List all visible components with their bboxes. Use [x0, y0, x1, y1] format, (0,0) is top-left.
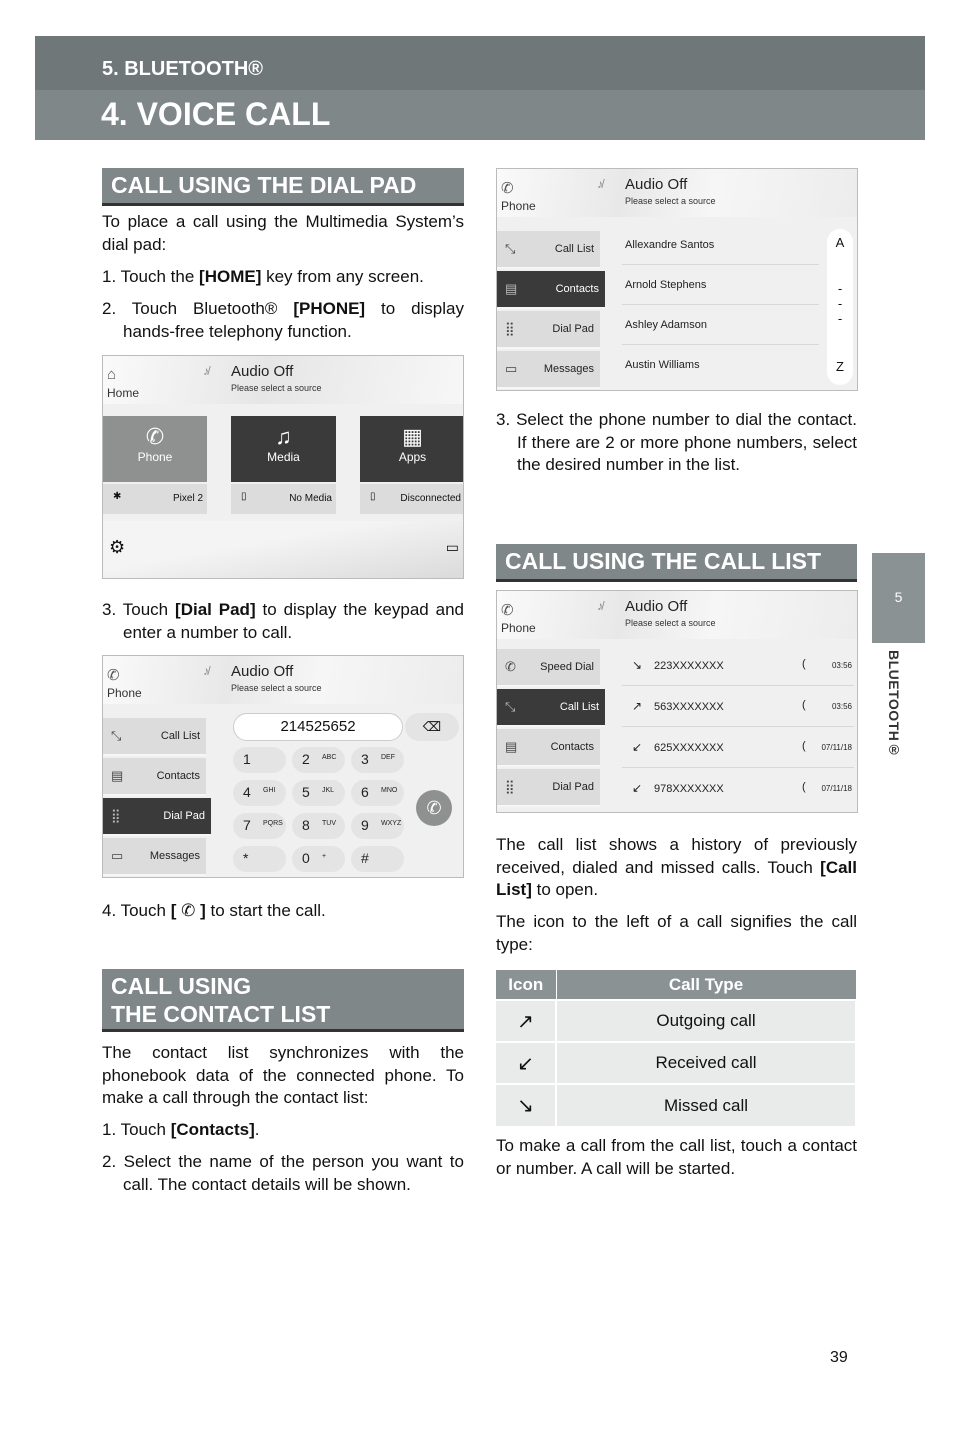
contact-row[interactable]: Arnold Stephens — [622, 265, 819, 305]
apps-status: ▯ Disconnected — [360, 484, 464, 514]
phone-bt-icon: ✆ — [501, 180, 514, 197]
received-call-icon: ↙ — [632, 740, 643, 754]
call-type-table — [496, 970, 857, 1126]
missed-call-icon: ↘ — [496, 1084, 556, 1126]
call-list-outro: To make a call from the call list, touch a contact or number. A call will be started. — [496, 1136, 857, 1178]
dialed-number-field[interactable]: 214525652 — [233, 713, 403, 741]
no-device-icon: ▯ — [241, 491, 247, 502]
call-button-icon[interactable]: ✆ — [416, 790, 452, 826]
home-screenshot: ⌂ Home ♪̸ Audio Off Please select a source ✆ Phone ♫ Media ▦ Apps ✱ Pixel 2 ▯ No Media ▯ Disconnected ⚙ ▭ — [102, 355, 464, 579]
call-list-desc: The call list shows a history of previously received, dialed and missed calls. Touch [Call List] to open. — [496, 835, 857, 899]
contact-row[interactable]: Ashley Adamson — [622, 305, 819, 345]
section-label: 5. BLUETOOTH® — [102, 58, 264, 80]
apps-tile[interactable]: ▦ Apps — [360, 416, 464, 482]
phone-handset-icon: ( — [802, 781, 806, 793]
phone-bt-icon: ✆ — [501, 602, 514, 619]
call-row[interactable]: ↗ 563XXXXXXX ( 03:56 — [622, 687, 854, 727]
bluetooth-icon: ✱ — [113, 491, 122, 502]
menu-call-list[interactable]: ⤡ Call List — [103, 718, 206, 756]
audio-off-icon: ♪̸ — [597, 177, 603, 191]
dial-step-1: 1. Touch the [HOME] key from any screen. — [102, 267, 424, 286]
contact-step-1: 1. Touch [Contacts]. — [102, 1120, 260, 1139]
phone-handset-icon: ( — [802, 658, 806, 670]
no-device-icon: ▯ — [370, 491, 376, 502]
phone-tile[interactable]: ✆ Phone — [103, 416, 207, 482]
received-call-icon: ↙ — [632, 781, 643, 795]
col-call-type: Call Type — [556, 970, 856, 1000]
menu-messages[interactable]: ▭ Messages — [497, 351, 600, 389]
menu-dial-pad[interactable]: ⣿ Dial Pad — [497, 311, 600, 349]
chapter-tab-label: BLUETOOTH® — [886, 650, 902, 758]
call-row[interactable]: ↘ 223XXXXXXX ( 03:56 — [622, 646, 854, 686]
menu-dial-pad[interactable]: ⣿ Dial Pad — [103, 798, 211, 836]
key-2[interactable]: 2 ABC — [292, 747, 345, 773]
bt-status: ✱ Pixel 2 — [103, 484, 207, 514]
phone-handset-icon: ✆ — [181, 901, 196, 920]
contact-row[interactable]: Allexandre Santos — [622, 225, 819, 265]
menu-speed-dial[interactable]: ✆ Speed Dial — [497, 649, 600, 687]
key-hash[interactable]: # — [351, 846, 404, 872]
audio-off-icon: ♪̸ — [203, 364, 209, 378]
section-bar — [35, 36, 925, 90]
contacts-screenshot: ✆ Phone ♪̸ Audio Off Please select a source ⤡ Call List ▤ Contacts ⣿ Dial Pad ▭ Messages Allexandre Santos Arnold Stephens Ashley Adamson Austin Williams A - - - Z — [496, 168, 858, 391]
phone-handset-icon: ( — [802, 740, 806, 752]
home-icon: ⌂ — [107, 366, 117, 383]
table-row: ↘ Missed call — [496, 1084, 856, 1126]
page-number: 39 — [830, 1349, 848, 1366]
menu-call-list[interactable]: ⤡ Call List — [497, 231, 600, 269]
col-icon: Icon — [496, 970, 556, 1000]
audio-off-icon: ♪̸ — [203, 664, 209, 678]
media-status: ▯ No Media — [231, 484, 336, 514]
key-1[interactable]: 1 — [233, 747, 286, 773]
settings-gear-icon[interactable]: ⚙ — [109, 537, 126, 557]
missed-call-icon: ↘ — [632, 658, 643, 672]
key-7[interactable]: 7 PQRS — [233, 813, 286, 839]
chapter-tab[interactable]: 5 — [872, 553, 925, 643]
key-8[interactable]: 8 TUV — [292, 813, 345, 839]
heading-contact-list: CALL USING THE CONTACT LIST — [102, 969, 464, 1032]
call-list-screenshot: ✆ Phone ♪̸ Audio Off Please select a source ✆ Speed Dial ⤡ Call List ▤ Contacts ⣿ Dial Pad ↘ 223XXXXXXX ( 03:56 ↗ 563XXXXXXX ( 03:56 ↙ 625XXXXXXX ( 07/11/18 ↙ 978XXXXXXX ( 07/11/18 — [496, 590, 858, 813]
contact-step-3: 3. Select the phone number to dial the contact. If there are 2 or more phone numbers, select the desired number in the list. — [496, 410, 857, 474]
key-6[interactable]: 6 MNO — [351, 780, 404, 806]
call-type-desc: The icon to the left of a call signifies the call type: — [496, 912, 857, 954]
dial-pad-intro: To place a call using the Multimedia System’s dial pad: — [102, 212, 464, 254]
outgoing-call-icon: ↗ — [496, 1000, 556, 1042]
apps-grid-icon: ▦ — [402, 424, 423, 449]
dial-step-3: 3. Touch [Dial Pad] to display the keypad and enter a number to call. — [102, 600, 464, 642]
media-tile[interactable]: ♫ Media — [231, 416, 336, 482]
dialpad-screenshot: ✆ Phone ♪̸ Audio Off Please select a source ⤡ Call List ▤ Contacts ⣿ Dial Pad ▭ Messages 214525652 ⌫ 1 2 ABC 3 DEF 4 GHI 5 JKL 6 MNO 7 PQRS 8 TUV 9 WXYZ * 0 + # ✆ — [102, 655, 464, 878]
phone-bt-icon: ✆ — [107, 667, 120, 684]
dial-step-2: 2. Touch Bluetooth® [PHONE] to display hands-free telephony function. — [102, 299, 464, 341]
heading-call-list: CALL USING THE CALL LIST — [496, 544, 857, 582]
call-row[interactable]: ↙ 625XXXXXXX ( 07/11/18 — [622, 728, 854, 768]
key-5[interactable]: 5 JKL — [292, 780, 345, 806]
phone-handset-icon: ( — [802, 699, 806, 711]
menu-contacts[interactable]: ▤ Contacts — [497, 729, 600, 767]
menu-call-list[interactable]: ⤡ Call List — [497, 689, 605, 727]
contact-intro: The contact list synchronizes with the phonebook data of the connected phone. To make a call through the contact list: — [102, 1043, 464, 1107]
chapter-header — [35, 36, 925, 140]
key-4[interactable]: 4 GHI — [233, 780, 286, 806]
menu-contacts[interactable]: ▤ Contacts — [103, 758, 206, 796]
outgoing-call-icon: ↗ — [632, 699, 643, 713]
page-title: 4. VOICE CALL — [101, 96, 331, 132]
key-3[interactable]: 3 DEF — [351, 747, 404, 773]
phone-icon: ✆ — [145, 424, 165, 449]
key-star[interactable]: * — [233, 846, 286, 872]
alphabet-scroller[interactable]: A - - - Z — [827, 229, 853, 385]
table-row: ↙ Received call — [496, 1042, 856, 1084]
audio-off-icon: ♪̸ — [597, 599, 603, 613]
table-row: ↗ Outgoing call — [496, 1000, 856, 1042]
menu-dial-pad[interactable]: ⣿ Dial Pad — [497, 769, 600, 807]
menu-contacts[interactable]: ▤ Contacts — [497, 271, 605, 309]
contact-step-2: 2. Select the name of the person you want to call. The contact details will be shown. — [102, 1152, 464, 1194]
menu-messages[interactable]: ▭ Messages — [103, 838, 206, 876]
dial-step-4: 4. Touch [ ✆ ] to start the call. — [102, 901, 326, 920]
received-call-icon: ↙ — [496, 1042, 556, 1084]
music-icon: ♫ — [275, 424, 292, 449]
contact-row[interactable]: Austin Williams — [625, 359, 700, 371]
backspace-icon[interactable]: ⌫ — [405, 713, 459, 741]
key-0[interactable]: 0 + — [292, 846, 345, 872]
heading-dial-pad: CALL USING THE DIAL PAD — [102, 168, 464, 206]
screen-off-icon[interactable]: ▭ — [445, 539, 459, 555]
key-9[interactable]: 9 WXYZ — [351, 813, 404, 839]
call-row[interactable]: ↙ 978XXXXXXX ( 07/11/18 — [632, 781, 852, 795]
